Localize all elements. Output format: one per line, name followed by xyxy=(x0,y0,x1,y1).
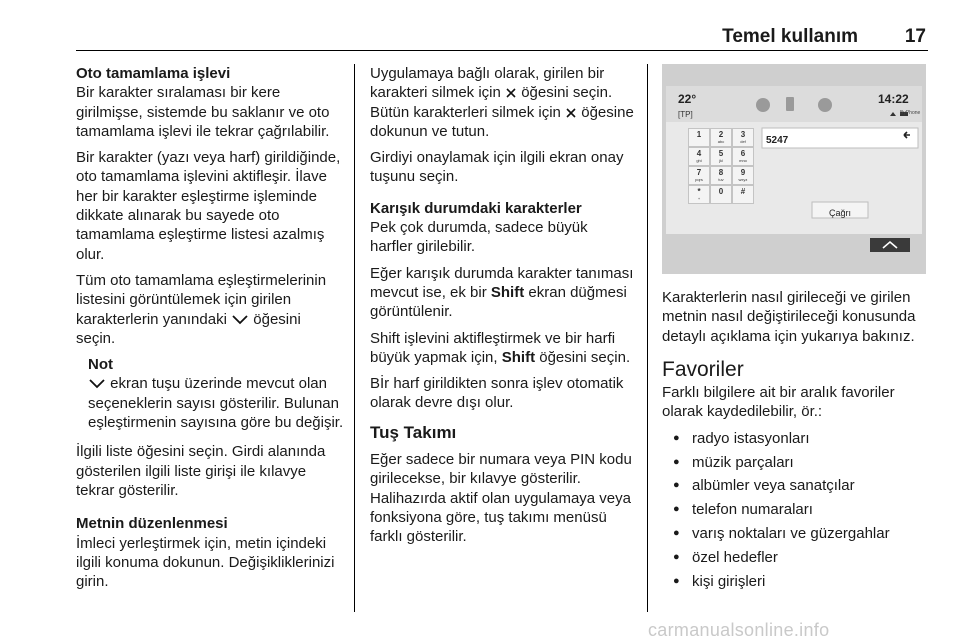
paragraph: Bir karakter (yazı veya harf) girildiğinde, oto tamamlama işlevini aktifleşir. İlave her bir karakter eşleştirme işleminde dikkate alınarak bu sayede oto tamamlama eşleştirme listesi azalmış olur. xyxy=(76,149,341,263)
section-heading-edit: Metnin düzenlenmesi xyxy=(76,515,228,533)
paragraph: İmleci yerleştirmek için, metin içindeki ilgili konuma dokunun. Değişikliklerinizi girin. xyxy=(76,534,335,591)
keypad-key-digit: 2 xyxy=(718,130,724,139)
shift-label: Shift xyxy=(490,283,525,301)
keypad-key-letters: jkl xyxy=(719,158,723,163)
paragraph-text: ekran düğmesi görüntülenir. xyxy=(370,283,627,321)
page-number: 17 xyxy=(904,26,926,47)
call-button[interactable]: Çağrı xyxy=(828,208,851,218)
tp-indicator: [TP] xyxy=(678,110,693,119)
paragraph-text: öğesini seçin. xyxy=(76,310,301,347)
keypad-key-letters: ghi xyxy=(696,158,702,163)
keypad-key[interactable] xyxy=(688,147,710,166)
keypad-key-digit: 0 xyxy=(718,187,724,196)
keypad-key[interactable] xyxy=(710,147,732,166)
chevron-down-icon xyxy=(88,378,106,390)
note-body: ekran tuşu üzerinde mevcut olan seçeneklerin sayısı gösterilir. Bulunan eşleştirmenin sayısına göre bu değişir. xyxy=(88,375,344,432)
keypad-key[interactable] xyxy=(688,128,710,147)
list-item: ● özel hedefler xyxy=(662,548,930,567)
keypad-key-letters: wxyz xyxy=(738,177,748,182)
keypad-key-digit: 4 xyxy=(696,149,702,158)
keypad-key-digit: # xyxy=(740,187,746,196)
section-heading-favorites: Favoriler xyxy=(662,357,744,381)
paragraph-text: öğesini seçin. xyxy=(539,348,631,366)
screenshot-caption: Karakterlerin nasıl girileceği ve girilen metnin nasıl değiştirileceği konusunda detaylı açıklama için yukarıya bakınız. xyxy=(662,289,916,345)
list-item: ● albümler veya sanatçılar xyxy=(662,476,930,495)
keypad-key-letters: abc xyxy=(717,139,725,144)
keypad-key-digit: 6 xyxy=(740,149,746,158)
section-heading-autocomplete: Oto tamamlama işlevi xyxy=(76,65,231,82)
keypad-key-digit: 1 xyxy=(696,130,702,139)
column-3 xyxy=(662,64,930,595)
keypad-screenshot xyxy=(662,64,926,274)
paragraph: Bir karakter sıralaması bir kere girilmişse, sistemde bu saklanır ve oto tamamlama işlevi ile tekrar çağrılabilir. xyxy=(76,84,330,140)
paragraph-text: Uygulamaya bağlı olarak, girilen bir karakteri silmek için xyxy=(370,65,605,102)
paragraph xyxy=(76,271,344,348)
number-input[interactable]: 5247 xyxy=(766,135,789,146)
paragraph: Farklı bilgilere ait bir aralık favoriler olarak kaydedilebilir, ör.: xyxy=(662,384,895,421)
paragraph: Pek çok durumda, sadece büyük harfler girilebilir. xyxy=(370,219,588,256)
paragraph-text: Shift işlevini aktifleştirmek ve bir harfi büyük yapmak için, xyxy=(370,329,616,366)
paragraph: Bİr harf girildikten sonra işlev otomatik olarak devre dışı olur. xyxy=(370,375,624,412)
chevron-down-icon xyxy=(231,314,249,326)
note-title: Not xyxy=(88,356,113,374)
keypad-key[interactable] xyxy=(732,185,754,204)
paragraph xyxy=(370,264,634,322)
note-box xyxy=(88,355,344,432)
keypad-key[interactable] xyxy=(688,185,710,204)
note-text xyxy=(88,374,344,432)
paragraph-text: Tüm oto tamamlama eşleştirmelerinin listesini görüntülemek için girilen karakterlerin yanındaki xyxy=(76,271,327,328)
keypad-key-letters: def xyxy=(740,139,746,144)
list-item: ● kişi girişleri xyxy=(662,572,930,591)
keypad-key[interactable] xyxy=(710,128,732,147)
paragraph: Girdiyi onaylamak için ilgili ekran onay tuşunu seçin. xyxy=(370,149,624,186)
paragraph xyxy=(370,329,634,368)
keypad-key-letters: mno xyxy=(739,158,747,163)
close-icon xyxy=(505,87,517,99)
list-item: ● varış noktaları ve güzergahlar xyxy=(662,524,930,543)
paragraph: Eğer sadece bir numara veya PIN kodu girilecekse, bir kılavye gösterilir. Halihazırda aktif olan uygulamaya veya fonksiyona göre, tuş takımı menüsü farklı gösterilir. xyxy=(370,451,632,546)
column-2 xyxy=(370,64,634,554)
keypad-key[interactable] xyxy=(710,166,732,185)
keypad-key[interactable] xyxy=(688,166,710,185)
shift-label: Shift xyxy=(501,348,536,366)
keypad-key-letters: pqrs xyxy=(695,177,703,182)
keypad-key-digit: 3 xyxy=(740,130,746,139)
keypad-key-digit: 8 xyxy=(718,168,724,177)
section-heading-mixed-case: Karışık durumdaki karakterler xyxy=(370,199,582,217)
keypad-key[interactable] xyxy=(732,166,754,185)
keypad-key[interactable] xyxy=(732,147,754,166)
keypad-key[interactable] xyxy=(732,128,754,147)
paragraph-text: öğesini seçin. Bütün karakterleri silmek için xyxy=(370,84,613,121)
list-item: ● radyo istasyonları xyxy=(662,429,930,448)
column-divider xyxy=(354,64,355,612)
page-title: Temel kullanım xyxy=(722,26,858,47)
clock: 14:22 xyxy=(878,92,909,106)
section-heading-keypad: Tuş Takımı xyxy=(370,422,457,442)
list-item: ● telefon numaraları xyxy=(662,500,930,519)
keypad-key-digit: 7 xyxy=(696,168,702,177)
column-divider xyxy=(647,64,648,612)
keypad-key[interactable] xyxy=(710,185,732,204)
temperature: 22° xyxy=(678,92,697,106)
column-1 xyxy=(76,64,344,598)
watermark: carmanualsonline.info xyxy=(648,620,830,640)
keypad-key-letters: tuv xyxy=(718,177,724,182)
phone-label: ByPhone xyxy=(900,110,921,116)
favorites-list xyxy=(662,429,930,591)
list-item: ● müzik parçaları xyxy=(662,453,930,472)
close-icon xyxy=(565,107,577,119)
page-header xyxy=(76,26,928,51)
keypad-key-digit: 9 xyxy=(740,168,746,177)
paragraph xyxy=(370,64,634,141)
keypad-key-letters: + xyxy=(697,196,701,201)
paragraph-text: öğesine dokunun ve tutun. xyxy=(370,103,634,140)
paragraph-text: Eğer karışık durumda karakter tanıması mevcut ise, ek bir xyxy=(370,264,634,301)
paragraph: İlgili liste öğesini seçin. Girdi alanında gösterilen ilgili liste girişi ile kılavye tekrar gösterilir. xyxy=(76,443,326,499)
keypad-key-digit: 5 xyxy=(718,149,724,158)
keypad-key-digit: * xyxy=(697,187,701,196)
